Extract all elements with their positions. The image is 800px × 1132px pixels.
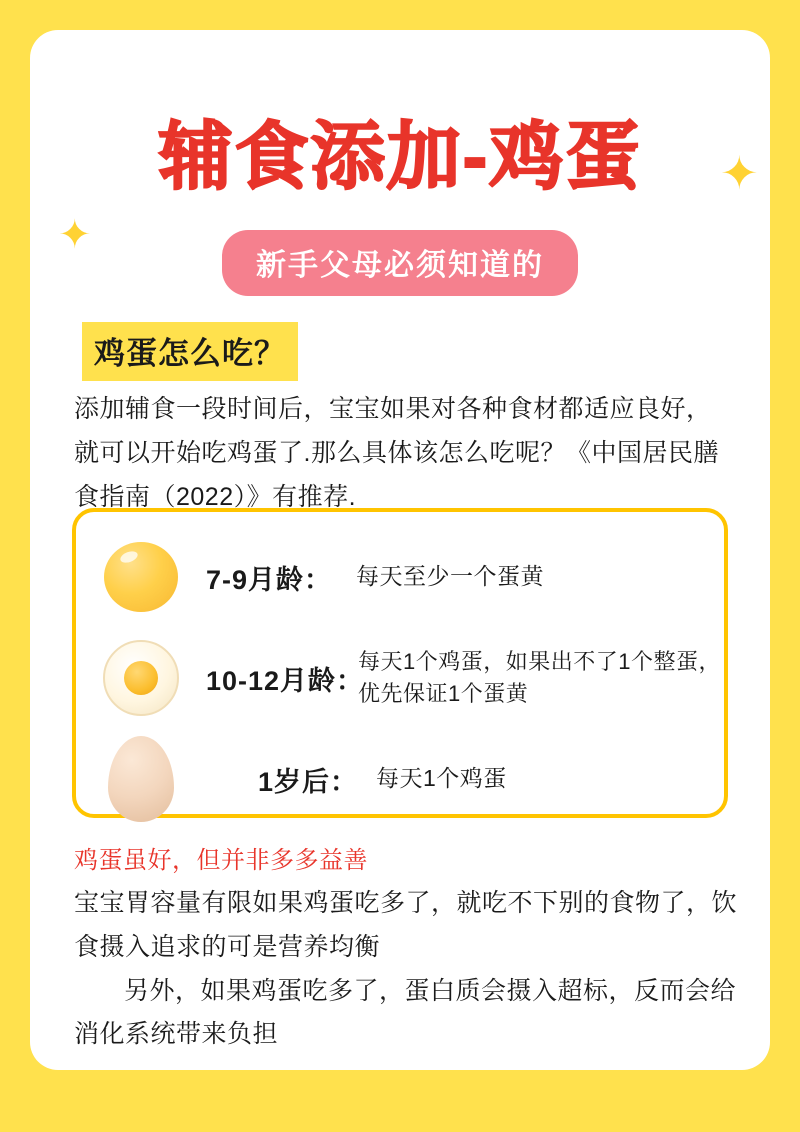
age-label: 1岁后： (257, 766, 358, 797)
subtitle-band: 新手父母必须知道的 (222, 230, 578, 296)
page-title: 辅食添加-鸡蛋 (158, 115, 642, 198)
poster-card (30, 30, 770, 1070)
list-item (76, 736, 732, 822)
list-item (76, 635, 732, 721)
note-line: 宝宝胃容量有限如果鸡蛋吃多了，就吃不下别的食物了，饮食摄入追求的可是营养均衡 (74, 889, 738, 961)
egg-yolk-icon (76, 534, 206, 620)
note-line: 另外，如果鸡蛋吃多了，蛋白质会摄入超标，反而会给消化系统带来负担 (74, 976, 737, 1049)
note-body (74, 882, 746, 1057)
title-block (30, 115, 770, 199)
section-heading: 鸡蛋怎么吃？ (82, 322, 298, 381)
boiled-egg-icon (76, 635, 206, 721)
whole-egg-icon (76, 736, 206, 822)
sparkle-icon: ✦ (720, 147, 759, 199)
list-item (76, 534, 732, 620)
age-advice: 每天1个鸡蛋 (376, 765, 507, 792)
age-label: 7-9月龄： (206, 564, 333, 595)
age-advice: 每天至少一个蛋黄 (356, 563, 544, 590)
sparkle-icon: ✦ (58, 213, 92, 257)
age-label: 10-12月龄： (206, 665, 365, 696)
age-guideline-box (72, 508, 728, 818)
age-advice: 每天1个鸡蛋，如果出不了1个整蛋，优先保证1个蛋黄 (358, 649, 721, 706)
intro-paragraph: 添加辅食一段时间后，宝宝如果对各种食材都适应良好，就可以开始吃鸡蛋了.那么具体该怎么吃呢？《中国居民膳食指南（2022）》有推荐. (74, 395, 719, 511)
warning-note: 鸡蛋虽好，但并非多多益善 (74, 847, 368, 874)
